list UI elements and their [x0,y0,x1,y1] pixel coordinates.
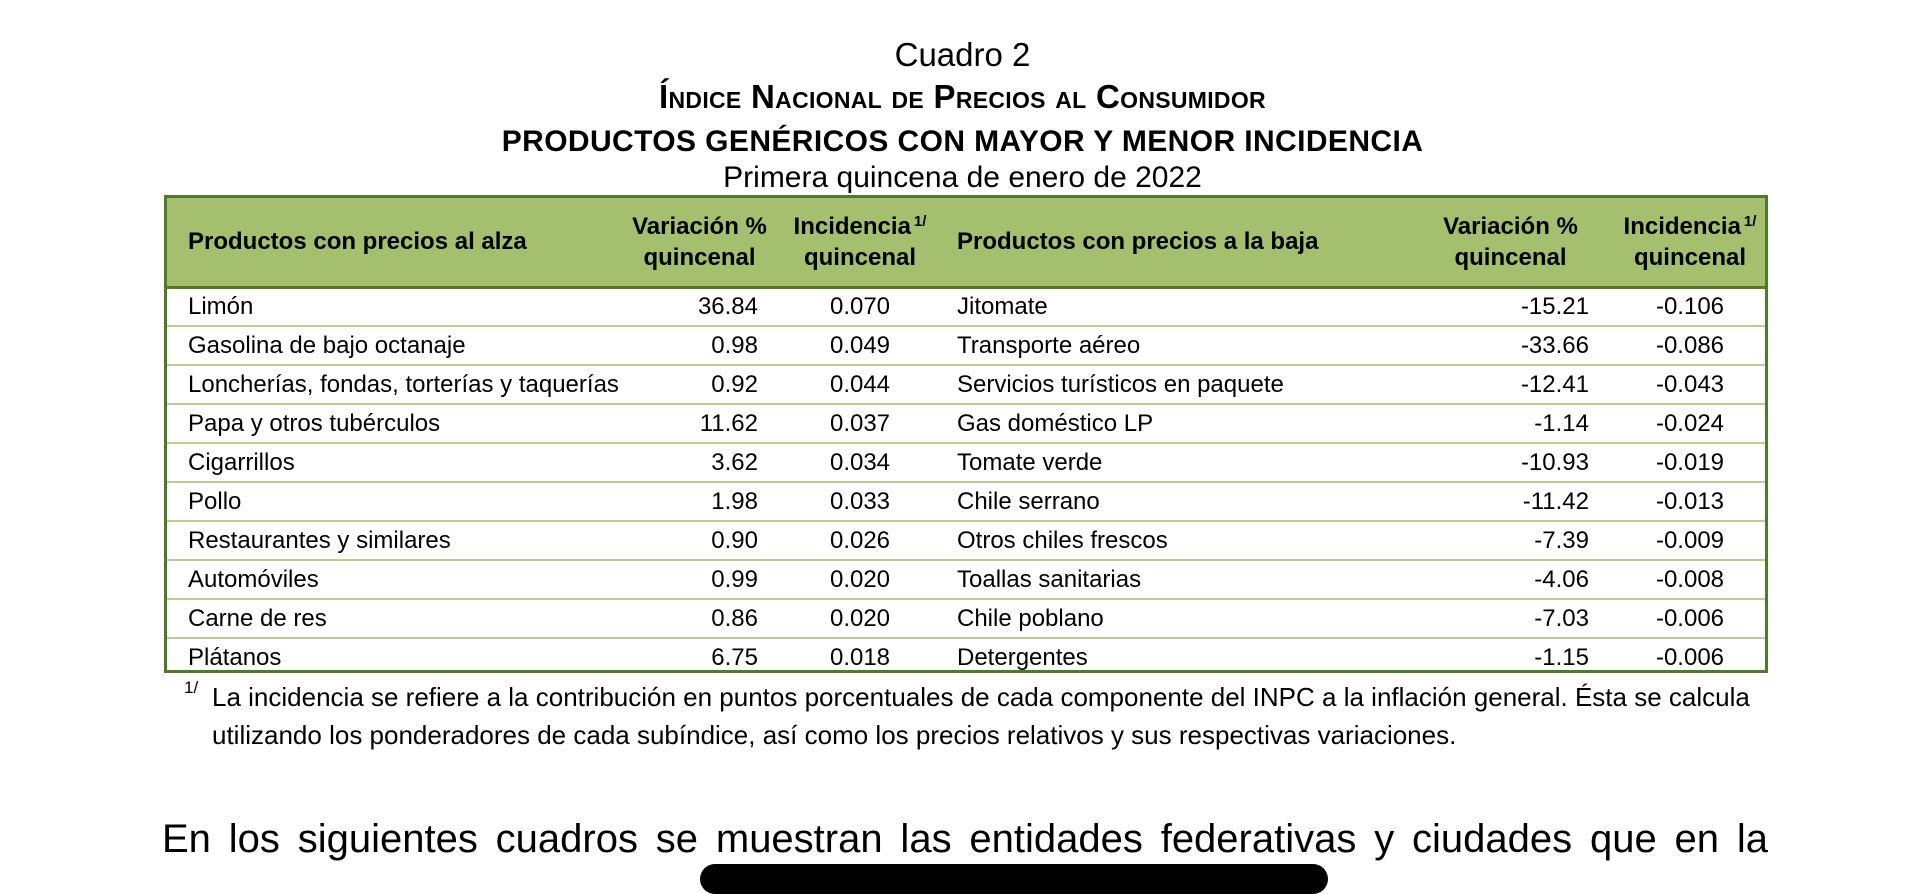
product-down-cell: Otros chiles frescos [936,521,1406,560]
incidence-up-cell: 0.049 [784,326,936,365]
product-up-cell: Pollo [167,482,615,521]
table-title: Índice Nacional de Precios al Consumidor [659,78,1266,115]
footnote-ref: 1/ [913,212,927,230]
variation-up-cell: 11.62 [615,404,784,443]
variation-down-cell: -10.93 [1406,443,1615,482]
incidence-up-cell: 0.026 [784,521,936,560]
footnote-ref: 1/ [1743,212,1757,230]
product-up-cell: Carne de res [167,599,615,638]
incidence-up-cell: 0.033 [784,482,936,521]
table-row [167,326,1765,365]
incidence-up-cell: 0.020 [784,599,936,638]
product-down-cell: Jitomate [957,292,1048,320]
header-incidence-down [1615,198,1765,287]
header-products-up: Productos con precios al alza [167,198,615,287]
header-inc-line2: quincenal [1633,243,1747,271]
variation-down-cell: -4.06 [1406,560,1615,599]
header-inc-line1: Incidencia [793,212,911,240]
variation-up-cell: 0.98 [615,326,784,365]
variation-up-cell: 0.86 [615,599,784,638]
header-inc-line1: Incidencia [1623,212,1741,240]
header-products-down: Productos con precios a la baja [936,198,1406,287]
header-var-line1: Variación % [1443,212,1578,240]
variation-down-cell: -15.21 [1520,292,1589,320]
variation-up-cell: 0.90 [615,521,784,560]
footnote-mark: 1/ [184,678,199,697]
incidence-down-cell: -0.009 [1615,521,1765,560]
variation-down-cell: -1.15 [1406,638,1615,677]
variation-up-cell: 1.98 [615,482,784,521]
footnote-text: La incidencia se refiere a la contribución en puntos porcentuales de cada componente del INPC a la inflación general. Ésta se calcula utilizando los ponderadores de cada subíndice, así como los precios relativos y sus respectivas variaciones. [212,682,1750,750]
header-incidence-up [784,198,936,287]
incidence-up-cell: 0.034 [784,443,936,482]
variation-up-cell: 0.92 [615,365,784,404]
variation-down-cell: -1.14 [1406,404,1615,443]
table-header-row [167,198,1765,287]
incidence-down-cell: -0.043 [1615,365,1765,404]
table-period: Primera quincena de enero de 2022 [723,161,1202,194]
product-down-cell: Toallas sanitarias [936,560,1406,599]
product-up-cell: Loncherías, fondas, torterías y taquerías [167,365,615,404]
table-row [167,482,1765,521]
table-row [167,599,1765,638]
product-down-cell: Chile serrano [936,482,1406,521]
header-var-line2: quincenal [643,243,756,271]
product-up-cell: Limón [188,292,254,320]
table-row [167,287,1765,326]
product-down-cell: Tomate verde [936,443,1406,482]
product-up-cell: Cigarrillos [167,443,615,482]
header-variation-up [615,198,784,287]
incidence-table [167,198,1765,677]
incidence-up-cell: 0.070 [829,292,891,320]
product-down-cell: Servicios turísticos en paquete [936,365,1406,404]
incidence-down-cell: -0.086 [1615,326,1765,365]
redaction-bar [700,864,1328,894]
variation-up-cell: 36.84 [697,292,758,320]
product-down-cell: Detergentes [936,638,1406,677]
variation-up-cell: 0.99 [615,560,784,599]
incidence-up-cell: 0.020 [784,560,936,599]
table-subtitle: PRODUCTOS GENÉRICOS CON MAYOR Y MENOR INCIDENCIA [501,125,1424,158]
table-row [167,443,1765,482]
incidence-down-cell: -0.006 [1615,638,1765,677]
incidence-down-cell: -0.008 [1615,560,1765,599]
variation-down-cell: -11.42 [1406,482,1615,521]
incidence-down-cell: -0.006 [1615,599,1765,638]
table-row [167,638,1765,677]
incidence-up-cell: 0.018 [784,638,936,677]
product-down-cell: Chile poblano [936,599,1406,638]
product-up-cell: Papa y otros tubérculos [167,404,615,443]
product-down-cell: Gas doméstico LP [936,404,1406,443]
incidence-table-frame [164,195,1768,673]
product-up-cell: Automóviles [167,560,615,599]
body-paragraph: En los siguientes cuadros se muestran las entidades federativas y ciudades que en la [162,817,1768,861]
table-row [167,404,1765,443]
product-up-cell: Plátanos [167,638,615,677]
header-var-line2: quincenal [1454,243,1567,271]
incidence-up-cell: 0.044 [784,365,936,404]
variation-down-cell: -7.39 [1406,521,1615,560]
incidence-down-cell: -0.013 [1615,482,1765,521]
header-var-line1: Variación % [632,212,767,240]
incidence-down-cell: -0.106 [1655,292,1725,320]
header-inc-line2: quincenal [803,243,917,271]
table-row [167,521,1765,560]
product-down-cell: Transporte aéreo [936,326,1406,365]
product-up-cell: Restaurantes y similares [167,521,615,560]
variation-up-cell: 6.75 [615,638,784,677]
table-row [167,365,1765,404]
header-variation-down [1406,198,1615,287]
table-row [167,560,1765,599]
variation-down-cell: -33.66 [1406,326,1615,365]
incidence-down-cell: -0.024 [1615,404,1765,443]
incidence-up-cell: 0.037 [784,404,936,443]
product-up-cell: Gasolina de bajo octanaje [167,326,615,365]
table-number: Cuadro 2 [894,36,1031,73]
variation-down-cell: -12.41 [1406,365,1615,404]
incidence-down-cell: -0.019 [1615,443,1765,482]
variation-up-cell: 3.62 [615,443,784,482]
table-body [167,287,1765,677]
variation-down-cell: -7.03 [1406,599,1615,638]
